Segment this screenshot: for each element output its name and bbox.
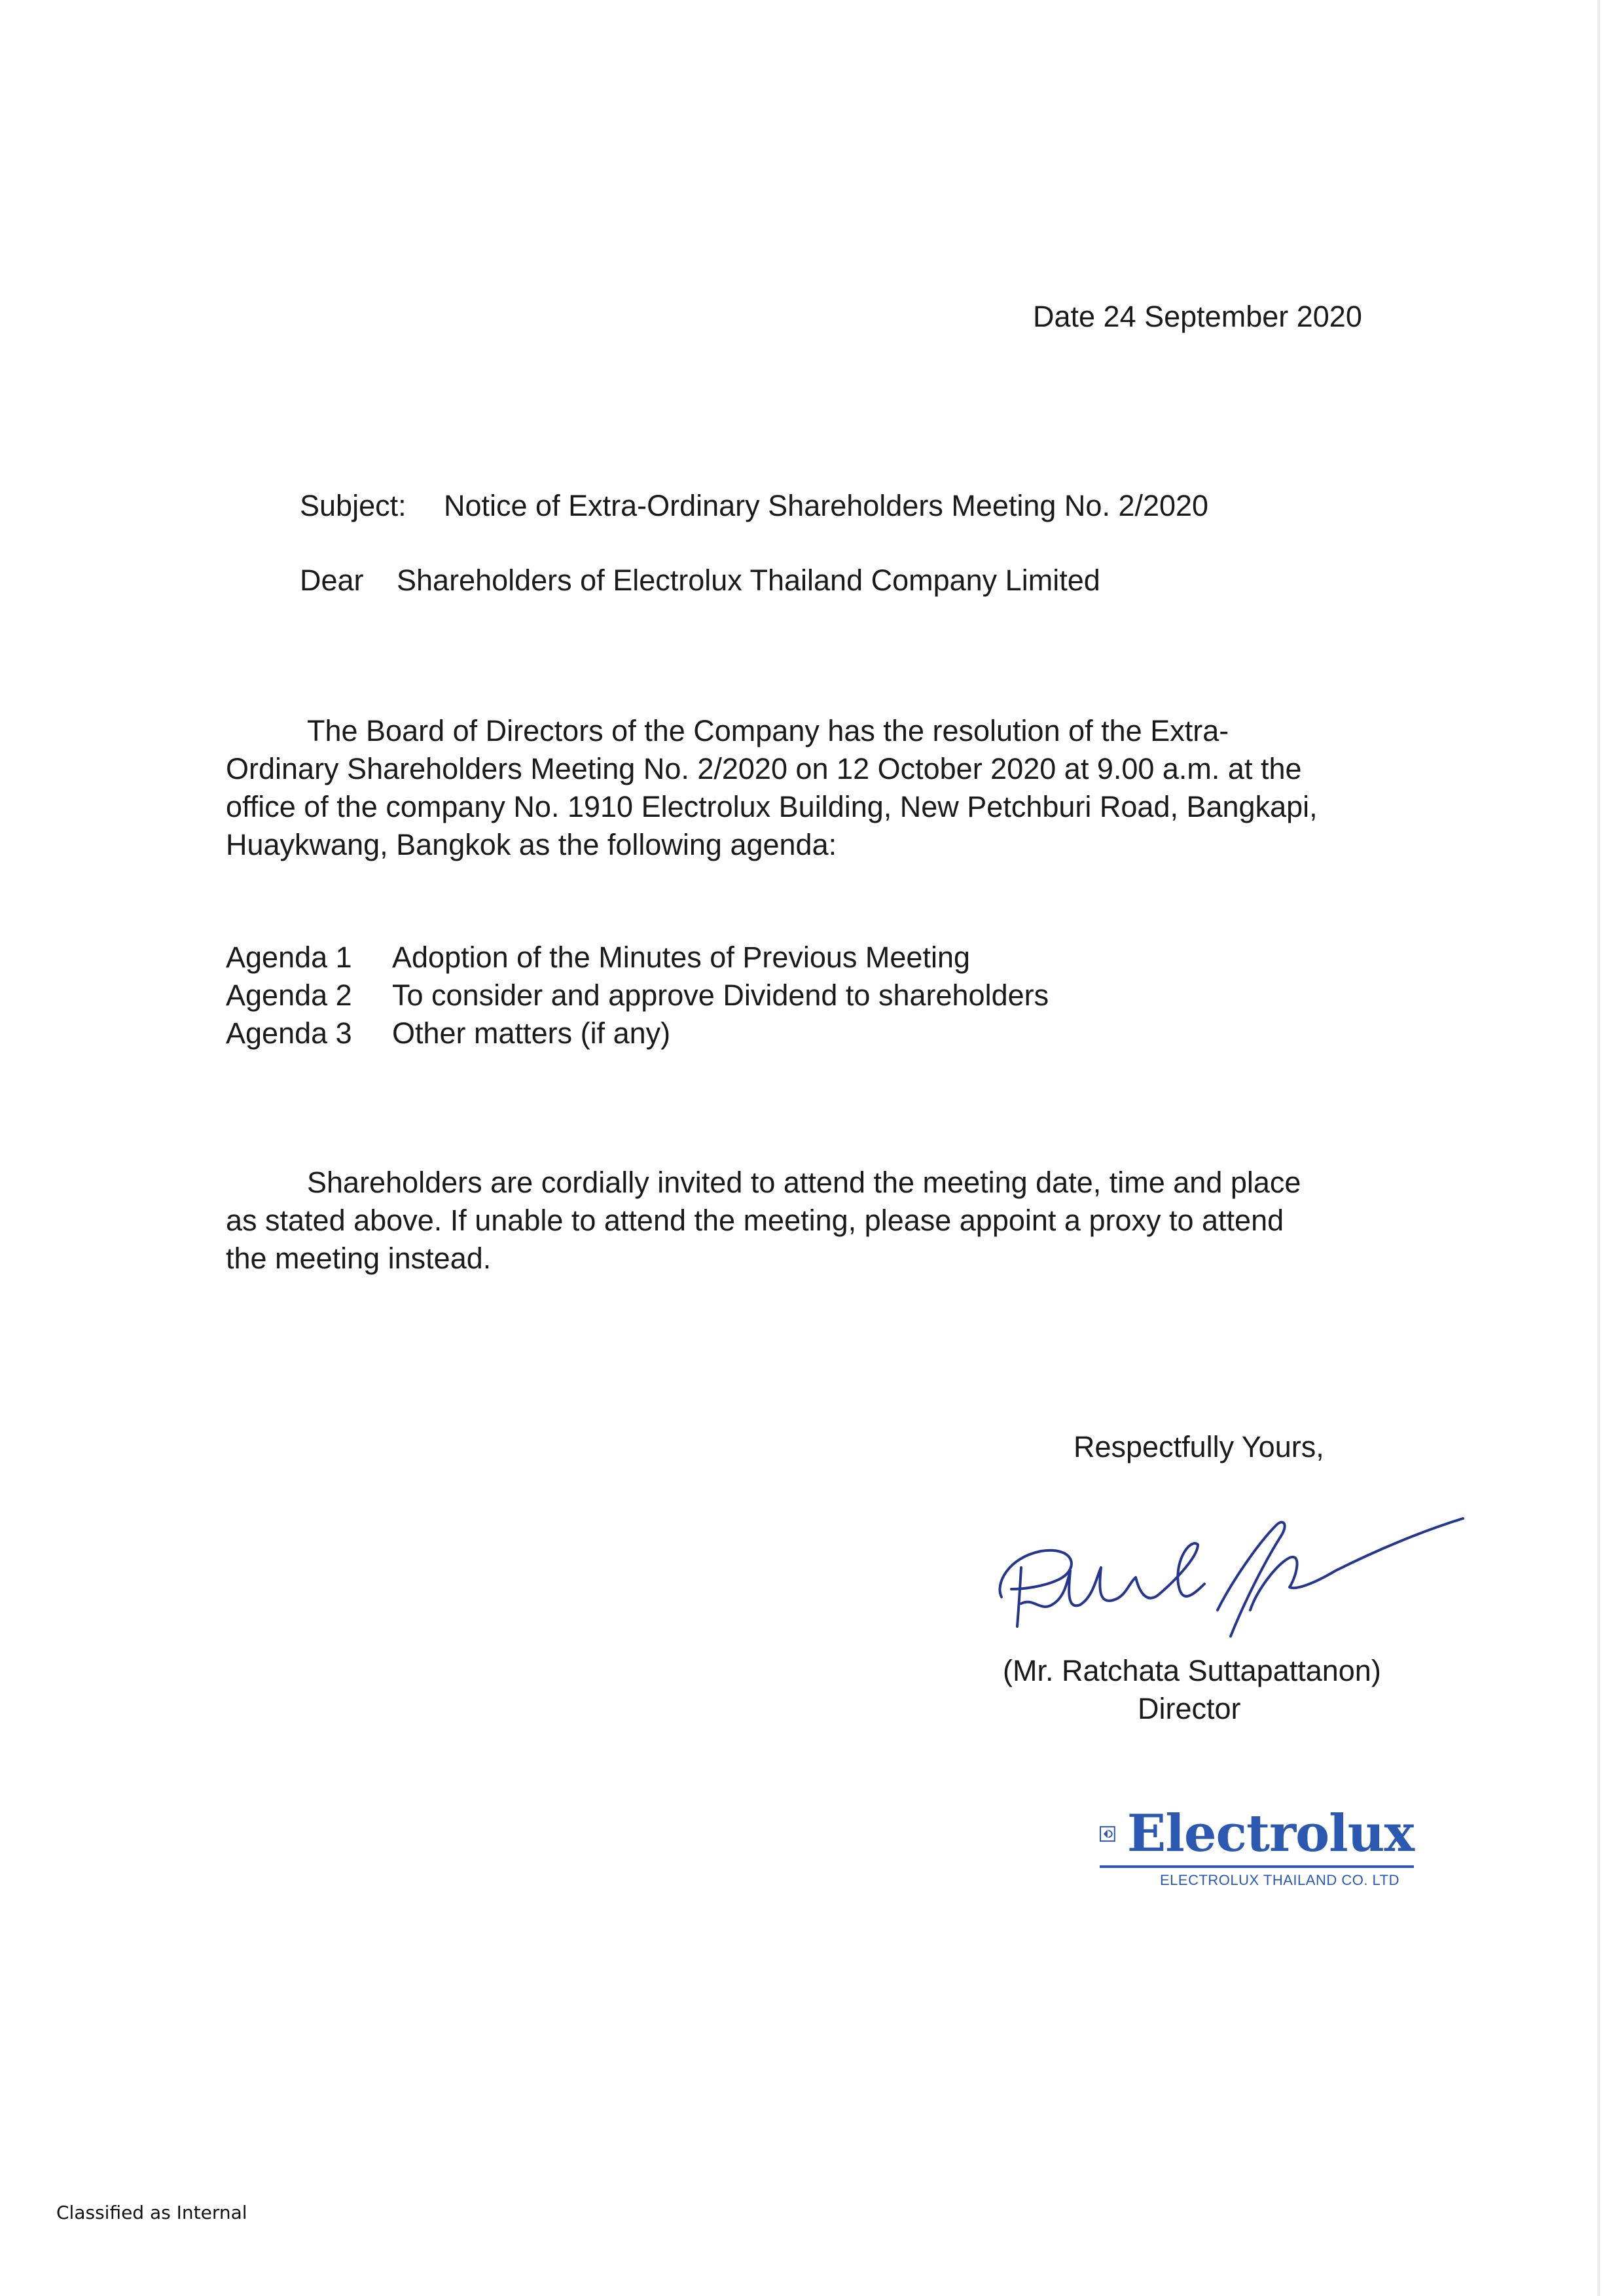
subject-line <box>300 487 1208 525</box>
signer-name: (Mr. Ratchata Suttapattanon) <box>1003 1654 1381 1687</box>
paragraph-resolution <box>226 712 1318 864</box>
paragraph-invitation <box>226 1164 1301 1278</box>
salutation-label: Dear <box>300 564 364 597</box>
paragraph-line: Ordinary Shareholders Meeting No. 2/2020 on 12 October 2020 at 9.00 a.m. at the <box>226 752 1302 785</box>
logo-subtext: ELECTROLUX THAILAND CO. LTD <box>1160 1872 1399 1888</box>
paragraph-line: The Board of Directors of the Company has the resolution of the Extra- <box>307 714 1229 747</box>
closing-line: Respectfully Yours, <box>1074 1430 1324 1463</box>
paragraph-line: office of the company No. 1910 Electrolux Building, New Petchburi Road, Bangkapi, <box>226 790 1318 823</box>
agenda-number: Agenda 2 <box>226 978 352 1012</box>
salutation-line <box>300 562 1100 600</box>
subject-text: Notice of Extra-Ordinary Shareholders Meeting No. 2/2020 <box>444 489 1209 522</box>
letter-date: Date 24 September 2020 <box>1033 300 1362 333</box>
agenda-text: Other matters (if any) <box>392 1016 671 1050</box>
electrolux-logo-icon <box>1100 1810 1115 1857</box>
agenda-number: Agenda 3 <box>226 1016 352 1050</box>
agenda-item <box>226 939 1049 977</box>
agenda-text: To consider and approve Dividend to shareholders <box>392 978 1049 1012</box>
agenda-item <box>226 1014 1049 1052</box>
agenda-text: Adoption of the Minutes of Previous Meeting <box>392 941 971 974</box>
logo-row <box>1100 1804 1414 1864</box>
company-stamp <box>1100 1804 1414 1902</box>
agenda-item <box>226 977 1049 1014</box>
paragraph-line: as stated above. If unable to attend the meeting, please appoint a proxy to attend <box>226 1204 1284 1237</box>
logo-rule <box>1100 1865 1414 1868</box>
agenda-number: Agenda 1 <box>226 941 352 974</box>
paragraph-line: Shareholders are cordially invited to attend the meeting date, time and place <box>307 1166 1301 1199</box>
agenda-list <box>226 939 1049 1052</box>
scan-edge <box>1597 0 1600 2296</box>
addressee: Shareholders of Electrolux Thailand Company Limited <box>397 564 1100 597</box>
paragraph-line: Huaykwang, Bangkok as the following agenda: <box>226 828 837 861</box>
subject-label: Subject: <box>300 489 406 522</box>
paragraph-line: the meeting instead. <box>226 1242 492 1275</box>
classification-label: Classified as Internal <box>56 2202 247 2223</box>
handwritten-signature-icon <box>982 1505 1466 1649</box>
logo-word: Electrolux <box>1127 1804 1414 1863</box>
signer-title: Director <box>1138 1692 1241 1725</box>
